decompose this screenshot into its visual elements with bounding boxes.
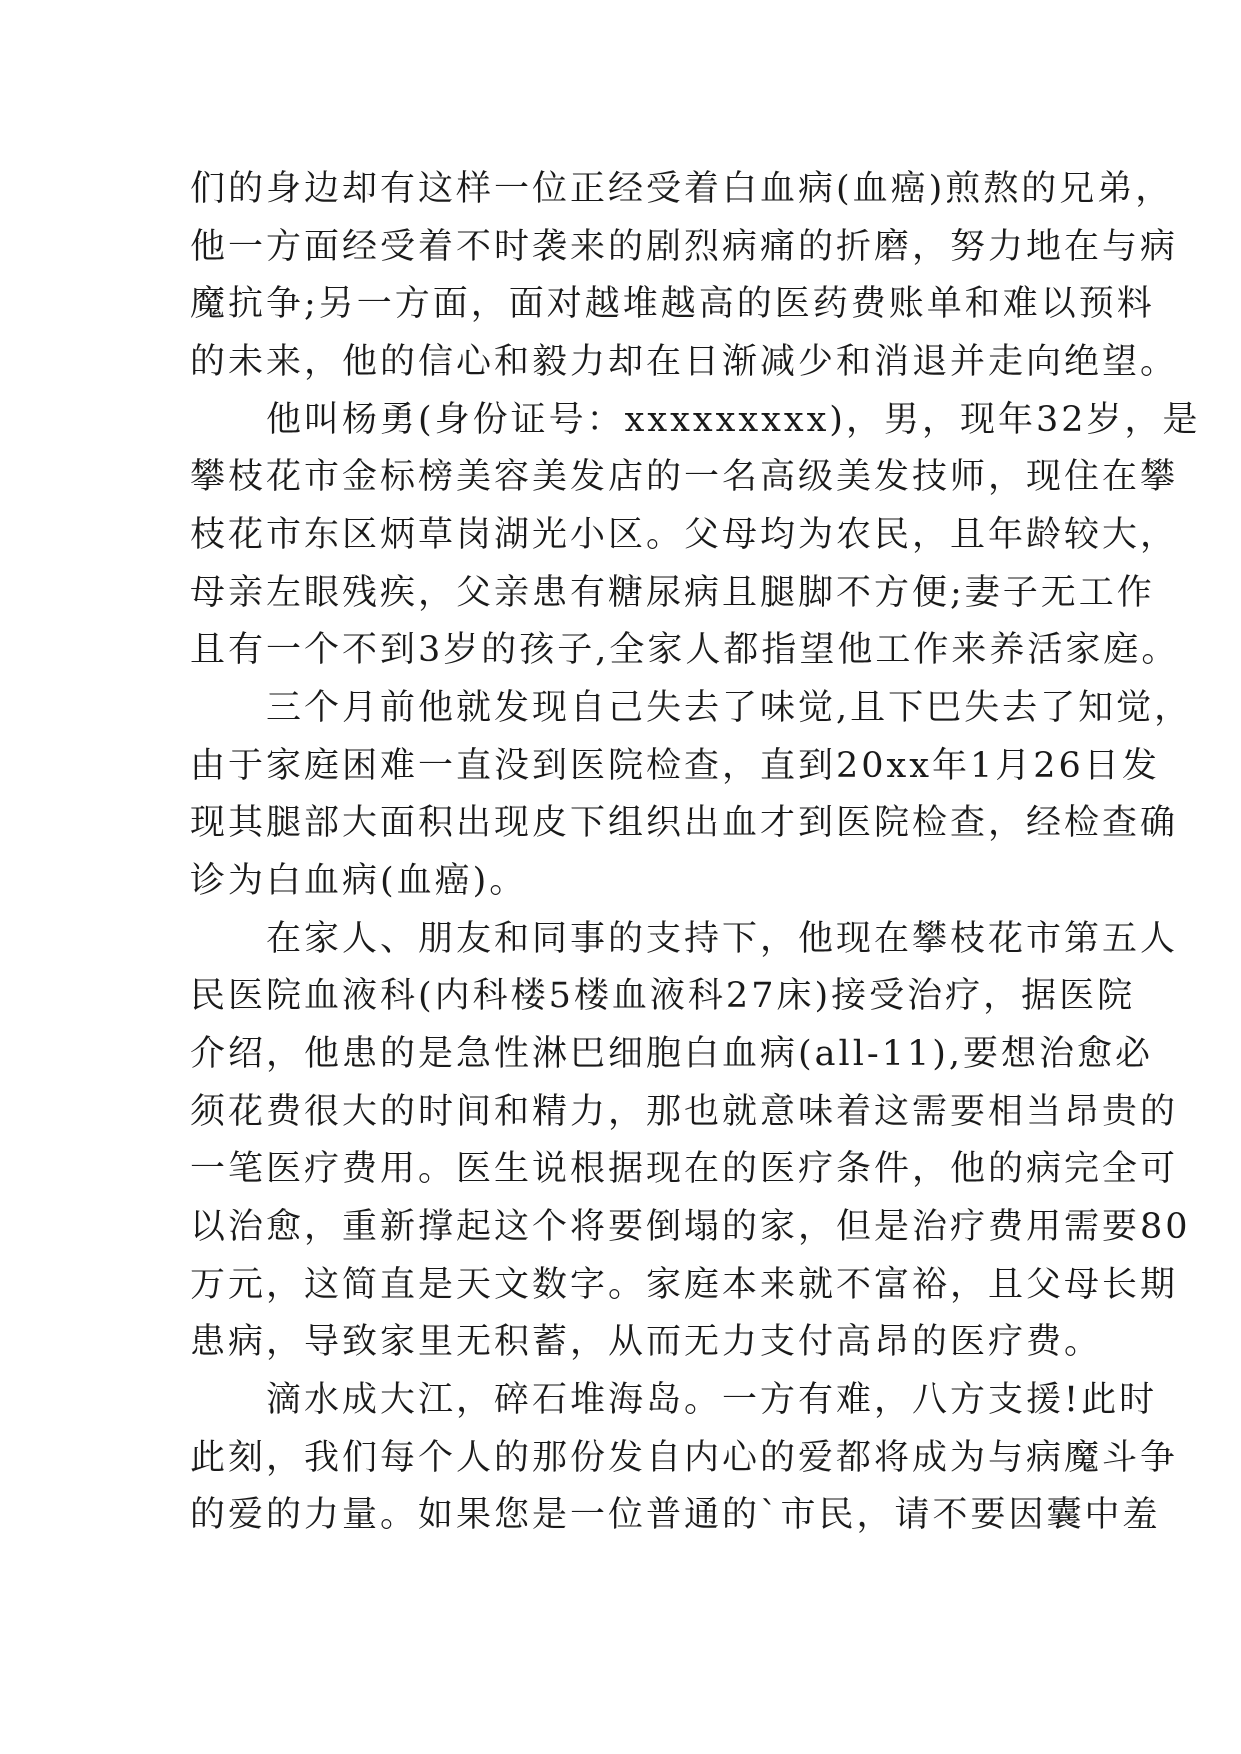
text-line: 诊为白血病(血癌)。 — [190, 861, 528, 901]
text-line: 且有一个不到3岁的孩子,全家人都指望他工作来养活家庭。 — [190, 630, 1180, 670]
text-line: 枝花市东区炳草岗湖光小区。父母均为农民，且年龄较大， — [190, 515, 1179, 555]
text-line: 民医院血液科(内科楼5楼血液科27床)接受治疗，据医院 — [190, 976, 1136, 1016]
text-line: 万元，这简直是天文数字。家庭本来就不富裕，且父母长期 — [190, 1265, 1179, 1305]
text-line: 在家人、朋友和同事的支持下，他现在攀枝花市第五人 — [190, 919, 1179, 959]
text-line: 滴水成大江，碎石堆海岛。一方有难，八方支援!此时 — [190, 1380, 1158, 1420]
text-line: 们的身边却有这样一位正经受着白血病(血癌)煎熬的兄弟， — [190, 169, 1174, 209]
text-line: 此刻，我们每个人的那份发自内心的爱都将成为与病魔斗争 — [190, 1438, 1179, 1478]
text-line: 他叫杨勇(身份证号：xxxxxxxxx)，男，现年32岁，是 — [190, 400, 1201, 440]
text-line: 一笔医疗费用。医生说根据现在的医疗条件，他的病完全可 — [190, 1149, 1179, 1189]
text-line: 现其腿部大面积出现皮下组织出血才到医院检查，经检查确 — [190, 803, 1179, 843]
text-line: 须花费很大的时间和精力，那也就意味着这需要相当昂贵的 — [190, 1092, 1179, 1132]
text-line: 魔抗争;另一方面，面对越堆越高的医药费账单和难以预料 — [190, 284, 1155, 324]
text-line: 三个月前他就发现自己失去了味觉,且下巴失去了知觉， — [190, 688, 1193, 728]
text-line: 的未来，他的信心和毅力却在日渐减少和消退并走向绝望。 — [190, 342, 1179, 382]
text-line: 攀枝花市金标榜美容美发店的一名高级美发技师，现住在攀 — [190, 457, 1179, 497]
text-line: 以治愈，重新撑起这个将要倒塌的家，但是治疗费用需要80 — [190, 1207, 1191, 1247]
text-line: 他一方面经受着不时袭来的剧烈病痛的折磨，努力地在与病 — [190, 227, 1179, 267]
text-line: 介绍，他患的是急性淋巴细胞白血病(all-11),要想治愈必 — [190, 1034, 1154, 1074]
text-line: 的爱的力量。如果您是一位普通的`市民，请不要因囊中羞 — [190, 1495, 1161, 1535]
text-line: 母亲左眼残疾，父亲患有糖尿病且腿脚不方便;妻子无工作 — [190, 573, 1155, 613]
text-line: 由于家庭困难一直没到医院检查，直到20xx年1月26日发 — [190, 746, 1160, 786]
text-line: 患病，导致家里无积蓄，从而无力支付高昂的医疗费。 — [190, 1322, 1103, 1362]
